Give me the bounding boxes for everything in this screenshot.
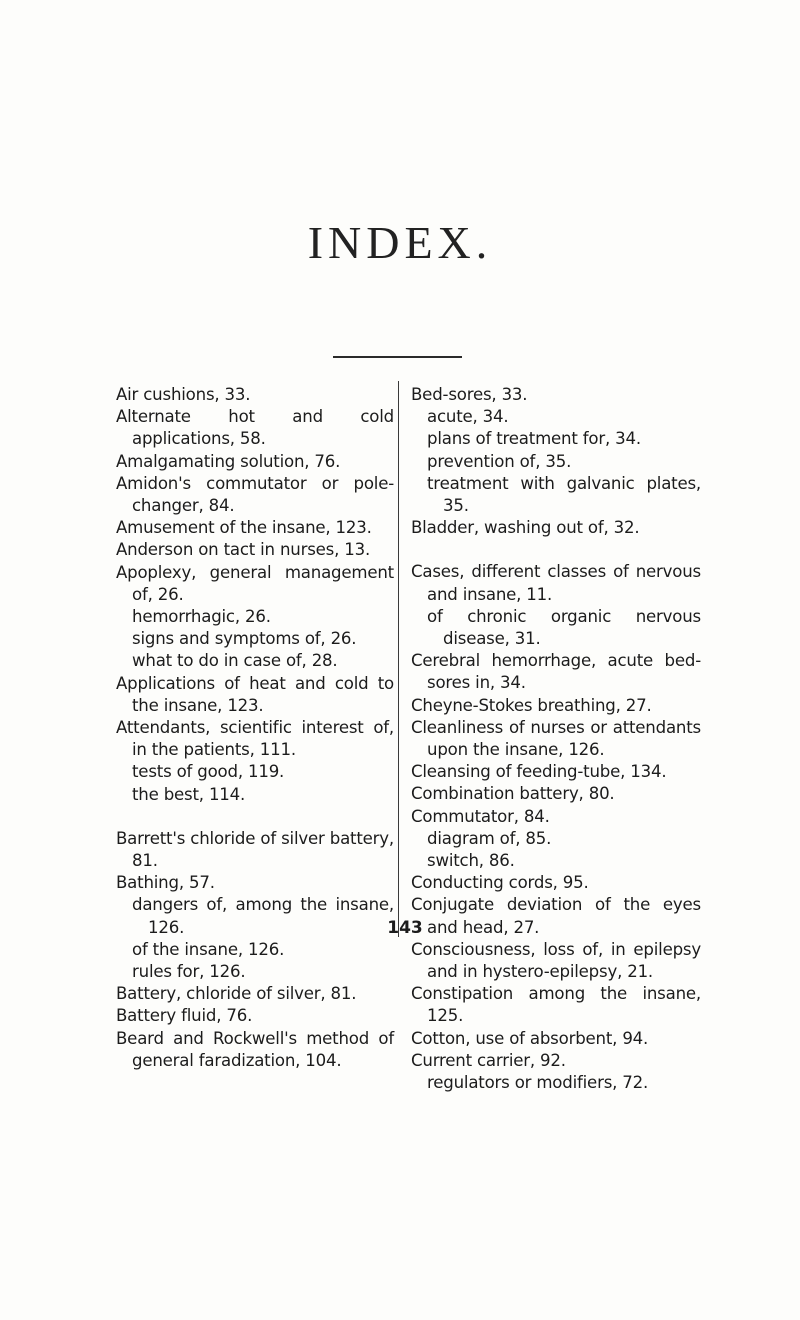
index-entry: Amusement of the insane, 123.: [116, 518, 372, 538]
index-entry: Cotton, use of absorbent, 94.: [411, 1028, 649, 1048]
index-entry: Battery, chloride of silver, 81.: [116, 984, 357, 1004]
index-entry: Air cushions, 33.: [116, 385, 251, 404]
index-entry: Cerebral hemorrhage, acute bed-sores in, 34.: [411, 651, 701, 693]
title-rule: [333, 356, 462, 358]
index-entry: Amalgamating solution, 76.: [116, 451, 341, 471]
index-entry: Conducting cords, 95.: [411, 873, 589, 893]
index-entry: Anderson on tact in nurses, 13.: [116, 540, 371, 560]
index-subentry: tests of good, 119.: [132, 762, 285, 782]
index-column-left: [116, 384, 394, 1072]
index-subentry: prevention of, 35.: [427, 451, 572, 471]
index-subentry: switch, 86.: [427, 851, 515, 871]
index-entry: Cleansing of feeding-tube, 134.: [411, 762, 667, 782]
index-entry: Bathing, 57.: [116, 873, 215, 893]
index-entry: Consciousness, loss of, in epilepsy and in hystero-epilepsy, 21.: [411, 939, 701, 982]
index-entry: Attendants, scientific interest of, in the patients, 111.: [116, 718, 394, 760]
letter-section-gap: [116, 806, 394, 828]
index-entry: Combination battery, 80.: [411, 784, 615, 804]
index-entry: Battery fluid, 76.: [116, 1006, 253, 1026]
index-entry: Current carrier, 92.: [411, 1050, 566, 1070]
index-entry: Conjugate deviation of the eyes and head, 27.: [411, 895, 701, 937]
index-entry: Cleanliness of nurses or attendants upon the insane, 126.: [411, 717, 701, 760]
column-divider: [398, 381, 399, 937]
index-entry: Apoplexy, general management of, 26.: [116, 562, 394, 604]
index-column-right: [411, 384, 701, 1094]
index-entry: Cases, different classes of nervous and insane, 11.: [411, 562, 701, 604]
page-number: 143: [387, 918, 423, 938]
index-subentry: what to do in case of, 28.: [132, 651, 338, 671]
index-subentry: rules for, 126.: [132, 962, 246, 982]
index-entry: Beard and Rockwell's method of general faradization, 104.: [116, 1028, 394, 1070]
index-entry: Bed-sores, 33.: [411, 385, 528, 404]
index-entry: Constipation among the insane, 125.: [411, 984, 701, 1026]
index-entry: Applications of heat and cold to the insane, 123.: [116, 673, 394, 715]
index-subentry: of chronic organic nervous disease, 31.: [427, 606, 701, 649]
index-subentry: regulators or modifiers, 72.: [427, 1073, 649, 1093]
index-subentry: diagram of, 85.: [427, 828, 552, 848]
index-entry: Cheyne-Stokes breathing, 27.: [411, 695, 652, 715]
index-entry: Amidon's commutator or pole-changer, 84.: [116, 473, 394, 516]
index-entry: Barrett's chloride of silver battery, 81.: [116, 828, 394, 871]
index-subentry: treatment with galvanic plates, 35.: [427, 473, 701, 516]
letter-section-gap: [411, 539, 701, 561]
index-subentry: of the insane, 126.: [132, 939, 285, 959]
index-entry: Alternate hot and cold applications, 58.: [116, 407, 394, 449]
index-subentry: plans of treatment for, 34.: [427, 429, 641, 449]
index-entry: Bladder, washing out of, 32.: [411, 518, 640, 538]
index-entry: Commutator, 84.: [411, 806, 550, 826]
page-title: INDEX.: [307, 217, 493, 268]
index-subentry: acute, 34.: [427, 407, 509, 427]
index-subentry: dangers of, among the insane, 126.: [132, 895, 394, 937]
index-subentry: the best, 114.: [132, 784, 246, 804]
index-subentry: hemorrhagic, 26.: [132, 607, 271, 627]
index-subentry: signs and symptoms of, 26.: [132, 629, 357, 649]
